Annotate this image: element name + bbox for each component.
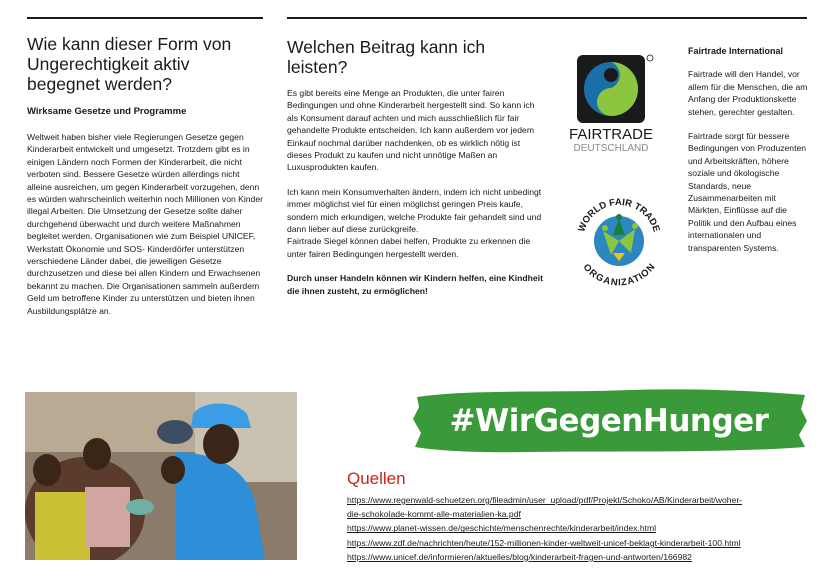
source-link[interactable]: https://www.regenwald-schuetzen.org/fileadmin/user_upload/pdf/Projekt/Schoko/AB/Kinderarbeit/woher- [347,495,743,505]
fairtrade-logo-dot [604,68,618,82]
banner-hashtag: #WirGegenHunger [449,402,769,439]
unicef-photo [25,392,297,560]
column-contribution [287,37,545,297]
column-laws [27,34,263,317]
laws-subheading: Wirksame Gesetze und Programme [27,106,187,117]
fairtrade-logo-subtext: DEUTSCHLAND [573,143,649,154]
wfto-logo [573,195,665,287]
source-link[interactable]: https://www.zdf.de/nachrichten/heute/152-millionen-kinder-weltweit-unicef-beklagt-kinderarbeit-100.html [347,537,741,548]
top-rule-right [287,17,807,19]
laws-body: Weltweit haben bisher viele Regierungen Gesetze gegen Kinderarbeit entwickelt und umgesetzt. Trotzdem gibt es in einigen Ländern noch Formen der Kinderarbeit, die nicht verboten sind. Bessere Gesetze würden allerdings nicht alleine ausreichen, um gegen Kinderarbeit vorzugehen, denn es würden wahrscheinlich weiterhin noch Millionen von Kinder illegal Arbeiten. Die Umsetzung der Gesetze sollte daher durchgehend überwacht und durch weitere Maßnahmen begleitet werden. Organisationen wie zum Beispiel UNICEF, Werkstatt Ökonomie und SOS- Kinderdörfer unterstützen verschiedene Länder dabei, die jeweiligen Gesetze durchzusetzen und diese bei allen Kindern und Erwachsenen bekannt zu machen. Die Organisationen sammeln außerdem Geld um betroffene Kinder zu unterstützen und bieten ihnen Ausbildungsplätze an. [27,132,263,316]
wfto-bottom-text: ORGANIZATION [580,261,658,287]
fairtrade-paragraph-1: Fairtrade will den Handel, vor allem für die Menschen, die am Anfang der Produktionskette stehen, gerechter gestalten. [688,69,808,117]
laws-heading: Wie kann dieser Form von Ungerechtigkeit aktiv begegnet werden? [27,34,232,94]
column-fairtrade [688,45,808,254]
wfto-top-text: WORLD FAIR TRADE [576,196,662,234]
top-rule-left [27,17,263,19]
fairtrade-logo [562,50,672,154]
contribution-callout: Durch unser Handeln können wir Kindern helfen, eine Kindheit die ihnen zusteht, zu ermöglichen! [287,273,543,296]
source-link[interactable]: die-schokolade-kommt-alle-materialien-ka.pdf [347,509,521,520]
fairtrade-heading: Fairtrade International [688,46,784,56]
source-link[interactable]: https://www.unicef.de/informieren/aktuelles/blog/kinderarbeit-fragen-und-antworten/166982 [347,551,692,562]
contribution-paragraph-3: Fairtrade Siegel können dabei helfen, Produkte zu erkennen die unter fairen Bedingungen hergestellt werden. [287,236,531,259]
registered-mark-icon [647,55,653,61]
fairtrade-paragraph-2: Fairtrade sorgt für bessere Bedingungen von Produzenten und Arbeitskräften, höhere soziale und ökologische Standards, neue Zusammenarbeiten mit Märkten, Einflüsse auf die Politik und den Aufbau eines internationalen und transparenten Systems. [688,131,807,253]
contribution-paragraph-2: Ich kann mein Konsumverhalten ändern, indem ich nicht unbedingt immer möglichst viel für einen möglichst geringen Preis kaufe, sondern mich erkundigen, welche Produkte fair gehandelt sind und dann lieber auf diese zurückgreife. [287,186,542,235]
contribution-heading: Welchen Beitrag kann ich leisten? [287,37,486,77]
sources-heading: Quellen [347,469,406,488]
fairtrade-logo-text: FAIRTRADE [569,126,653,143]
sources-section [347,469,822,564]
contribution-paragraph-1: Es gibt bereits eine Menge an Produkten, die unter fairen Bedingungen und ohne Kinderarbeit hergestellt sind. So kann ich als Konsument darauf achten und mich ausschließlich für fair gehandelte Produkte entscheiden. Ich kann außerdem vor jedem Einkauf nochmal darüber nachdenken, ob es wirklich nötig ist dieses Produkt zu kaufen und nicht unnötige Maßen an Luxusprodukten kaufen. [287,88,535,173]
source-link[interactable]: https://www.planet-wissen.de/geschichte/menschenrechte/kinderarbeit/index.html [347,523,657,534]
